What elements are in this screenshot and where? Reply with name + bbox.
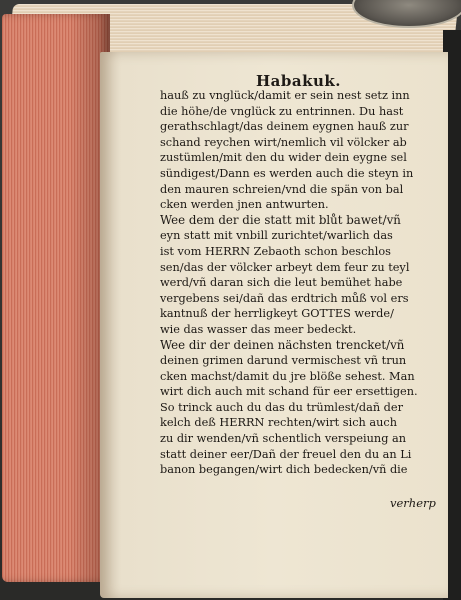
text-line: ist vom HERRN Zebaoth schon beschlos — [160, 244, 391, 258]
text-line: gerathschlagt/das deinem eygnen hauß zur — [160, 120, 409, 134]
text-line: wirt dich auch mit schand für eer ersettigen. — [160, 385, 418, 399]
text-line: kantnuß der herrligkeyt GOTTES werde/ — [160, 307, 394, 321]
text-line: zu dir wenden/vñ schentlich verspeiung an — [160, 432, 407, 446]
text-line: zustümlen/mit den du wider dein eygne sel — [160, 151, 407, 165]
text-line: sündigest/Dann es werden auch die steyn in — [160, 166, 414, 180]
text-line: sen/das der völcker arbeyt dem feur zu teyl — [160, 260, 410, 274]
text-line: werd/vñ daran sich die leut bemühet habe — [160, 276, 403, 290]
text-line: deinen grimen darund vermischest vñ trun — [160, 354, 407, 368]
text-line: den mauren schreien/vnd die spän von bal — [160, 182, 404, 196]
text-line: So trinck auch du das du trümlest/dañ der — [160, 400, 403, 414]
text-line: cken werden jnen antwurten. — [160, 198, 329, 212]
text-line: Wee dem der die statt mit blůt bawet/vñ — [160, 212, 401, 227]
text-line: cken machst/damit du jre blöße sehest. Man — [160, 369, 415, 383]
running-head: Habakuk. — [256, 72, 342, 90]
text-line: vergebens sei/dañ das erdtrich můß vol ers — [160, 291, 409, 305]
text-line: hauß zu vnglück/damit er sein nest setz inn — [160, 89, 410, 102]
text-line: banon begangen/wirt dich bedecken/vñ die — [160, 463, 408, 477]
catchword: verherp — [390, 496, 436, 510]
page-text — [160, 88, 446, 478]
text-line: die höhe/de vnglück zu entrinnen. Du hast — [160, 104, 404, 118]
text-line: wie das wasser das meer bedeckt. — [160, 322, 357, 336]
text-line: schand reychen wirt/nemlich vil völcker ab — [160, 135, 407, 149]
text-line: kelch deß HERRN rechten/wirt sich auch — [160, 416, 398, 430]
text-line: eyn statt mit vnbill zurichtet/warlich das — [160, 229, 393, 243]
text-line: statt deiner eer/Dañ der freuel den du an Li — [160, 447, 412, 461]
text-line: Wee dir der deinen nächsten trencket/vñ — [160, 337, 405, 352]
